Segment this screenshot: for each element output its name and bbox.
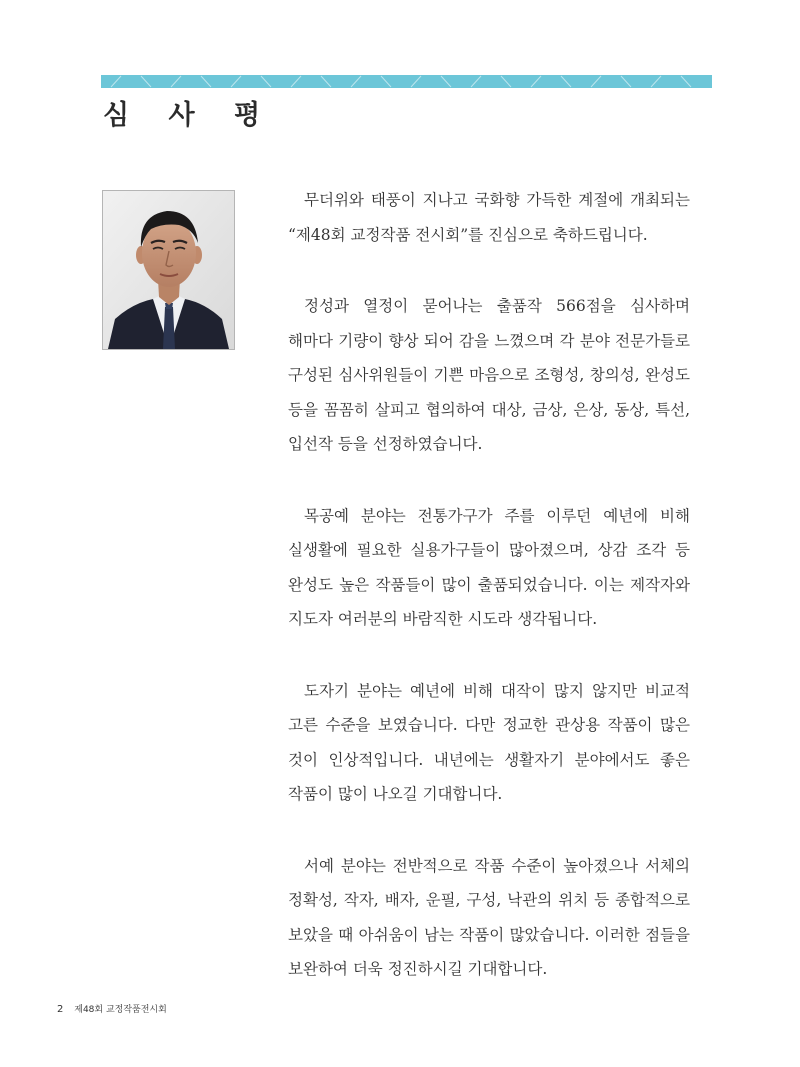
paragraph-ceramics: 도자기 분야는 예년에 비해 대작이 많지 않지만 비교적 고른 수준을 보였습니다. 다만 정교한 관상용 작품이 많은 것이 인상적입니다. 내년에는 생활자기 분야에서도 좋은 작품이 많이 나오길 기대합니다. <box>288 681 690 803</box>
header-decorative-band <box>101 75 712 88</box>
portrait-photo <box>102 190 235 350</box>
paragraph-intro: 무더위와 태풍이 지나고 국화향 가득한 계절에 개최되는 “제48회 교정작품 전시회”를 진심으로 축하드립니다. <box>288 191 690 244</box>
review-body <box>288 183 690 987</box>
page-title: 심 사 평 <box>103 100 276 131</box>
paragraph-calligraphy: 서예 분야는 전반적으로 작품 수준이 높아졌으나 서체의 정확성, 작자, 배자, 운필, 구성, 낙관의 위치 등 종합적으로 보았을 때 아쉬움이 남는 작품이 많았습니다. 이러한 점들을 보완하여 더욱 정진하시길 기대합니다. <box>288 856 690 978</box>
paragraph-judging: 정성과 열정이 묻어나는 출품작 566점을 심사하며 해마다 기량이 향상 되어 감을 느꼈으며 각 분야 전문가들로 구성된 심사위원들이 기쁜 마음으로 조형성, 창의성, 완성도 등을 꼼꼼히 살피고 협의하여 대상, 금상, 은상, 동상, 특선, 입선작 등을 선정하였습니다. <box>288 297 690 453</box>
page-number: 2 <box>57 1004 64 1015</box>
paragraph-woodcraft: 목공예 분야는 전통가구가 주를 이루던 예년에 비해 실생활에 필요한 실용가구들이 많아졌으며, 상감 조각 등 완성도 높은 작품들이 많이 출품되었습니다. 이는 제작자와 지도자 여러분의 바람직한 시도라 생각됩니다. <box>288 506 690 628</box>
page-footer <box>57 1003 167 1017</box>
band-pattern <box>101 75 712 88</box>
publication-name: 제48회 교정작품전시회 <box>74 1005 167 1015</box>
